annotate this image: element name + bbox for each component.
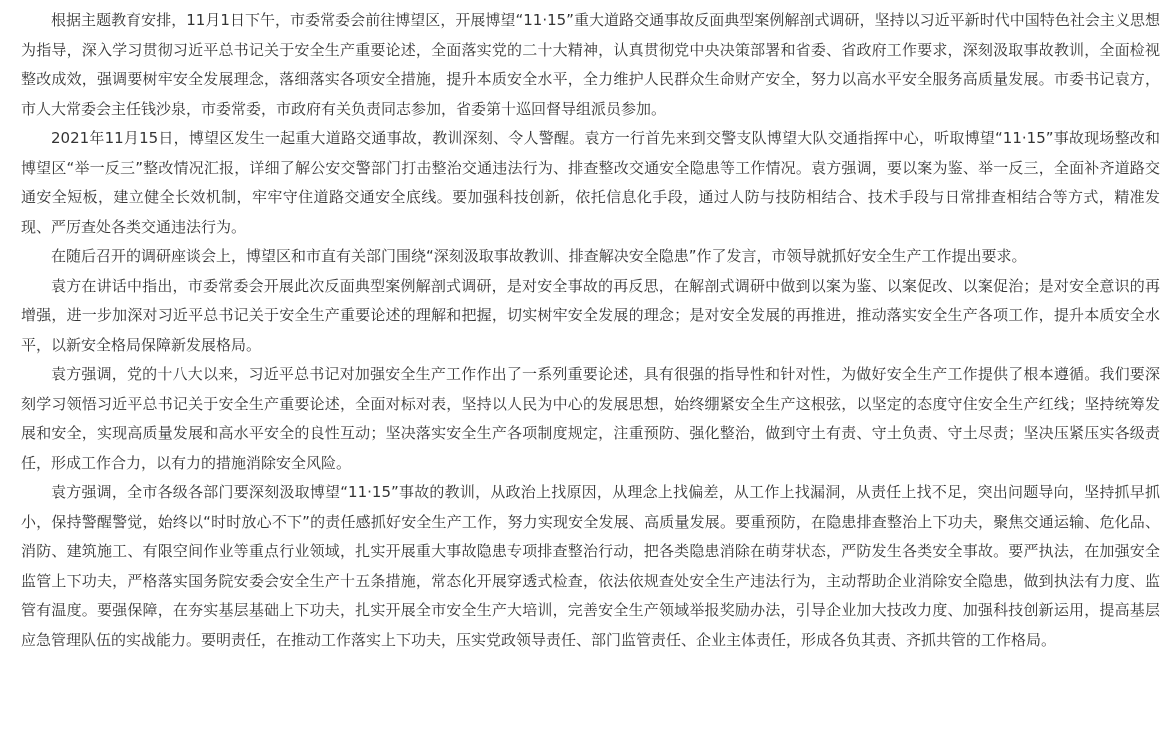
paragraph-intro: 根据主题教育安排，11月1日下午，市委常委会前往博望区，开展博望“11·15”重大道路交通事故反面典型案例解剖式调研，坚持以习近平新时代中国特色社会主义思想为指导，深入学习贯彻习近平总书记关于安全生产重要论述，全面落实党的二十大精神，认真贯彻党中央决策部署和省委、省政府工作要求，深刻汲取事故教训，全面检视整改成效，强调要树牢安全发展理念，落细落实各项安全措施，提升本质安全水平，全力维护人民群众生命财产安全，努力以高水平安全服务高质量发展。市委书记袁方，市人大常委会主任钱沙泉，市委常委，市政府有关负责同志参加，省委第十巡回督导组派员参加。 bbox=[21, 11, 1160, 118]
paragraph-accident-background: 2021年11月15日，博望区发生一起重大道路交通事故，教训深刻、令人警醒。袁方一行首先来到交警支队博望大队交通指挥中心，听取博望“11·15”事故现场整改和博望区“举一反三”整改情况汇报，详细了解公安交警部门打击整治交通违法行为、排查整改交通安全隐患等工作情况。袁方强调，要以案为鉴、举一反三，全面补齐道路交通安全短板，建立健全长效机制，牢牢守住道路交通安全底线。要加强科技创新，依托信息化手段，通过人防与技防相结合、技术手段与日常排查相结合等方式，精准发现、严厉查处各类交通违法行为。 bbox=[21, 129, 1160, 236]
paragraph-safety-discourse: 袁方强调，党的十八大以来，习近平总书记对加强安全生产工作作出了一系列重要论述，具有很强的指导性和针对性，为做好安全生产工作提供了根本遵循。我们要深刻学习领悟习近平总书记关于安全生产重要论述，全面对标对表，坚持以人民为中心的发展思想，始终绷紧安全生产这根弦，以坚定的态度守住安全生产红线；坚持统筹发展和安全，实现高质量发展和高水平安全的良性互动；坚决落实安全生产各项制度规定，注重预防、强化整治，做到守土有责、守土负责、守土尽责；坚决压紧压实各级责任，形成工作合力，以有力的措施消除安全风险。 bbox=[21, 365, 1160, 472]
paragraph-work-requirements: 袁方强调，全市各级各部门要深刻汲取博望“11·15”事故的教训，从政治上找原因，从理念上找偏差，从工作上找漏洞，从责任上找不足，突出问题导向，坚持抓早抓小，保持警醒警觉，始终以“时时放心不下”的责任感抓好安全生产工作，努力实现安全发展、高质量发展。要重预防，在隐患排查整治上下功夫，聚焦交通运输、危化品、消防、建筑施工、有限空间作业等重点行业领域，扎实开展重大事故隐患专项排查整治行动，把各类隐患消除在萌芽状态，严防发生各类安全事故。要严执法，在加强安全监管上下功夫，严格落实国务院安委会安全生产十五条措施，常态化开展穿透式检查，依法依规查处安全生产违法行为，主动帮助企业消除安全隐患，做到执法有力度、监管有温度。要强保障，在夯实基层基础上下功夫，扎实开展全市安全生产大培训，完善安全生产领域举报奖励办法，引导企业加大技改力度、加强科技创新运用，提高基层应急管理队伍的实战能力。要明责任，在推动工作落实上下功夫，压实党政领导责任、部门监管责任、企业主体责任，形成各负其责、齐抓共管的工作格局。 bbox=[21, 483, 1160, 649]
paragraph-symposium: 在随后召开的调研座谈会上，博望区和市直有关部门围绕“深刻汲取事故教训、排查解决安全隐患”作了发言，市领导就抓好安全生产工作提出要求。 bbox=[51, 247, 1027, 265]
paragraph-speech-points: 袁方在讲话中指出，市委常委会开展此次反面典型案例解剖式调研，是对安全事故的再反思，在解剖式调研中做到以案为鉴、以案促改、以案促治；是对安全意识的再增强，进一步加深对习近平总书记关于安全生产重要论述的理解和把握，切实树牢安全发展的理念；是对安全发展的再推进，推动落实安全生产各项工作，提升本质安全水平，以新安全格局保障新发展格局。 bbox=[21, 276, 1160, 354]
